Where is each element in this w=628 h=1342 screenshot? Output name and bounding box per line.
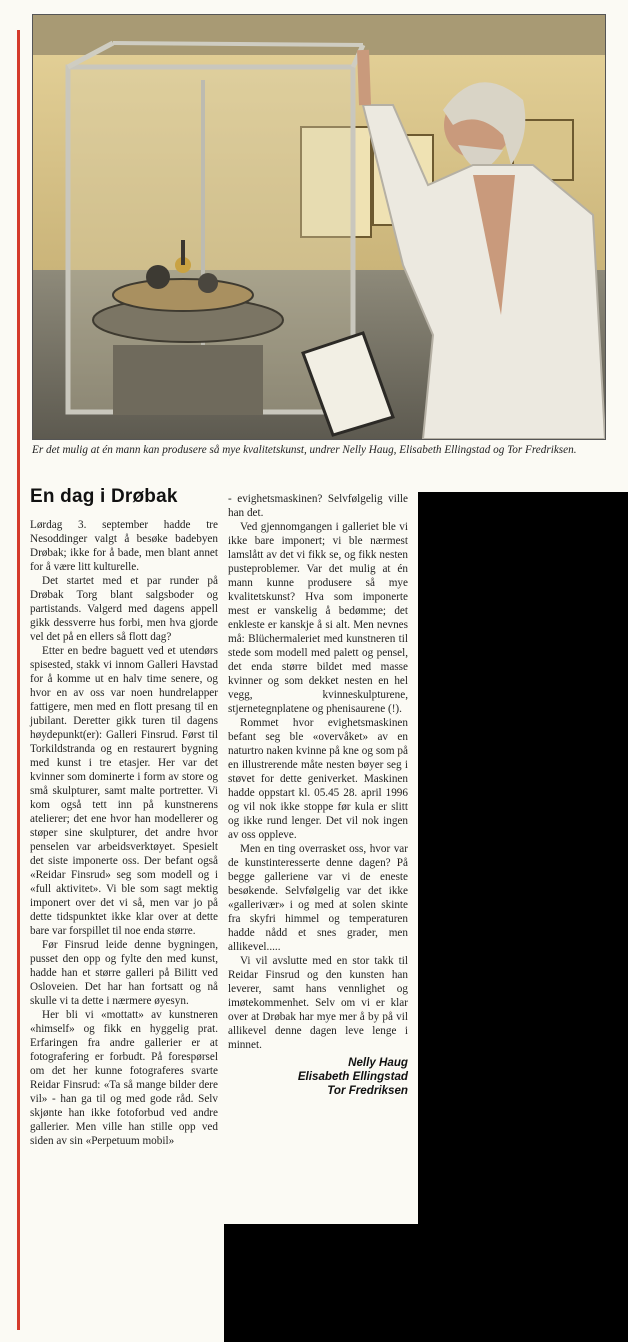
article-photo <box>32 14 606 440</box>
article-column-2 <box>228 492 408 1098</box>
author-name: Tor Fredriksen <box>327 1084 408 1097</box>
paragraph: - evighetsmaskinen? Selvfølgelig ville han det. <box>228 493 408 519</box>
paragraph: Før Finsrud leide denne bygningen, pusset den opp og fylte den med kunst, hadde han et større galleri på Bilitt ved Osloveien. Det har han fortsatt og nå skulle vi ta dette i nærmere øyesyn. <box>30 939 218 1007</box>
black-mask-right <box>418 492 628 1342</box>
black-mask-bottom <box>224 1224 628 1342</box>
paragraph: Her bli vi «mottatt» av kunstneren «himself» og fikk en hyggelig prat. Erfaringen fra andre gallerier er at fotografering er forbudt. På forespørsel om det her kunne fotograferes svarte Reidar Finsrud: «Ta så mange bilder dere vil» - han ga til og med gode råd. Selv skjønte han ikke fotoforbud ved andre gallerier. Men ville han stille opp ved siden av sin «Perpetuum mobil» <box>30 1009 218 1147</box>
paragraph: Men en ting overrasket oss, hvor var de kunstinteresserte denne dagen? På begge galleriene var vi de eneste besøkende. Selvfølgelig var det ikke «gallerivær» i og med at solen skinte fra skyfri himmel og temperaturen hadde nådd et snes grader, men allikevel..... <box>228 843 408 953</box>
paragraph: Vi vil avslutte med en stor takk til Reidar Finsrud og den kunsten han leverer, samt hans vennlighet og imøtekommenhet. Selv om vi er klar over at Drøbak har mye mer å by på vil allikevel denne dagen leve lenge i minnet. <box>228 955 408 1051</box>
photo-caption: Er det mulig at én mann kan produsere så mye kvalitetskunst, undrer Nelly Haug, Elisabeth Ellingstad og Tor Fredriksen. <box>32 444 577 456</box>
author-byline <box>228 1056 408 1098</box>
paragraph: Lørdag 3. september hadde tre Nesoddinger valgt å besøke badebyen Drøbak; ikke for å bade, men blant annet for å være litt kulturelle. <box>30 519 218 573</box>
paragraph: Rommet hvor evighetsmaskinen befant seg ble «overvåket» av en naturtro naken kvinne på kne og som på en illustrerende måte nesten bøyer seg i støvet for dette geniverket. Maskinen hadde oppstart kl. 05.45 28. april 1996 og vil nok ikke stoppe før kula er slitt og ikke rund lenger. Det vil nok ingen av oss oppleve. <box>228 717 408 841</box>
author-name: Nelly Haug <box>348 1056 408 1069</box>
author-name: Elisabeth Ellingstad <box>297 1070 408 1083</box>
red-margin-rule <box>17 30 20 1330</box>
article-column-1 <box>30 518 218 1148</box>
photo-artist-with-perpetuum-mobile-icon <box>33 15 605 439</box>
paragraph: Ved gjennomgangen i galleriet ble vi ikke bare imponert; vi ble nærmest lamslått av det vi fikk se, og fikk nesten pusteproblemer. Var det mulig at én mann kunne produsere så mye kvalitetskunst? Hva som imponerte mest er vanskelig å bedømme; det enkleste er kanskje å si alt. Men nevnes må: Blüchermaleriet med kunstneren til stede som modell med palett og pensel, det enda større bildet med masse kvinner og som dekket nesten en hel vegg, kvinneskulpturene, stjernetegnplatene og phenisaurene (!). <box>228 521 408 715</box>
paragraph: Etter en bedre baguett ved et utendørs spisested, stakk vi innom Galleri Havstad for å komme ut en halv time senere, og hvor en av oss var noen hundrelapper fattigere, men med en flott presang til en jubilant. Deretter gikk turen til dagens høydepunkt(er): Galleri Finsrud. Først til Torkildstranda og en restaurert bygning med kunst i tre etasjer. Her var det kvinner som dominerte i form av store og små skulpturer, samt malte portretter. Vi kom også tett inn på kunstnerens atelierer; det ene hvor han modellerer og støper sine skulpturer, det andre hvor penselen var arbeidsverktøyet. Spesielt det siste imponerte oss. Der befant også «Reidar Finsrud» seg som modell og i «full aktivitet». Vi ble som sagt mektig imponert over det vi så, men var jo på dette tidspunktet ikke klar over at dette bare var forspillet til noe enda større. <box>30 645 218 937</box>
paragraph: Det startet med et par runder på Drøbak Torg blant salgsboder og partistands. Valgerd med dagens appell gikk dessverre hus forbi, men hva gjorde vel det på en ellers så flott dag? <box>30 575 218 643</box>
article-headline: En dag i Drøbak <box>30 486 178 507</box>
